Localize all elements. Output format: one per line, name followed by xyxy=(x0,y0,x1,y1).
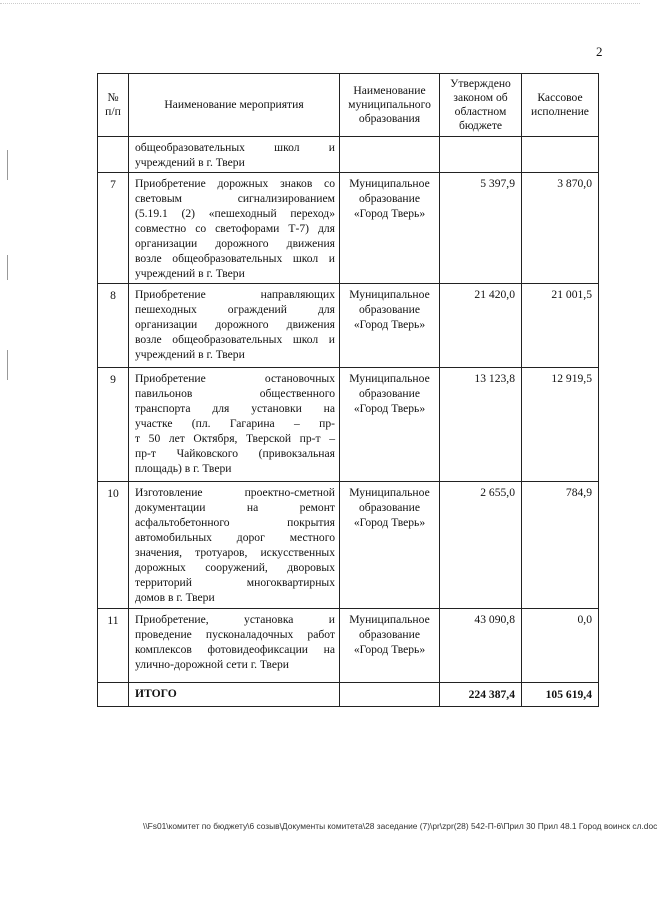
total-approved-budget: 224 387,4 xyxy=(440,683,522,707)
cell-municipality xyxy=(340,609,440,683)
cell-approved-budget: 43 090,8 xyxy=(440,609,522,683)
cell-municipality xyxy=(340,137,440,173)
cell-number xyxy=(98,683,129,707)
cell-number: 8 xyxy=(98,284,129,368)
cell-approved-budget: 2 655,0 xyxy=(440,482,522,609)
table-row-total xyxy=(98,683,599,707)
word: школ xyxy=(274,141,300,154)
text-line: участке (пл. Гагарина – пр- xyxy=(135,417,335,430)
left-margin-scan-mark xyxy=(7,150,8,180)
cell-municipality xyxy=(340,368,440,482)
cell-cash-execution: 21 001,5 xyxy=(522,284,599,368)
text-line: учреждений в г. Твери xyxy=(135,156,245,169)
cell-number: 9 xyxy=(98,368,129,482)
text-line: Приобретение, установка и xyxy=(135,613,335,626)
cell-event-name xyxy=(129,482,340,609)
text-line: «Город Тверь» xyxy=(353,516,426,529)
text-line: дорожных сооружений, дворовых xyxy=(135,561,335,574)
table-row xyxy=(98,609,599,683)
text-line: комплексов фотовидеофиксации на xyxy=(135,643,335,656)
cell-municipality xyxy=(340,683,440,707)
text-line: организации дорожного движения xyxy=(135,237,335,250)
text-line: образование xyxy=(359,303,420,316)
text-line: павильонов общественного xyxy=(135,387,335,400)
header-municipality: Наименование муниципального образования xyxy=(340,74,440,137)
header-number: № п/п xyxy=(98,74,129,137)
text-line: Приобретение дорожных знаков со xyxy=(135,177,335,190)
cell-number: 10 xyxy=(98,482,129,609)
text-line: Приобретение остановочных xyxy=(135,372,335,385)
text-line: Изготовление проектно-сметной xyxy=(135,486,335,499)
text-line: «Город Тверь» xyxy=(353,402,426,415)
cell-event-name xyxy=(129,173,340,284)
text-line: образование xyxy=(359,387,420,400)
text-line: Приобретение направляющих xyxy=(135,288,335,301)
total-label: ИТОГО xyxy=(129,683,340,707)
text-line: совместно со светофорами Т-7) для xyxy=(135,222,335,235)
cell-number: 11 xyxy=(98,609,129,683)
text-line: проведение пусконаладочных работ xyxy=(135,628,335,641)
text-line: «Город Тверь» xyxy=(353,318,426,331)
left-margin-scan-mark xyxy=(7,350,8,380)
text-line: т 50 лет Октября, Тверской пр-т – xyxy=(135,432,335,445)
total-cash-execution: 105 619,4 xyxy=(522,683,599,707)
cell-cash-execution: 784,9 xyxy=(522,482,599,609)
text-line: «Город Тверь» xyxy=(353,207,426,220)
cell-cash-execution: 0,0 xyxy=(522,609,599,683)
text-line: транспорта для установки на xyxy=(135,402,335,415)
cell-cash-execution xyxy=(522,137,599,173)
text-line: улично-дорожной сети г. Твери xyxy=(135,658,289,671)
text-line: Муниципальное xyxy=(349,486,430,499)
text-line: пешеходных ограждений для xyxy=(135,303,335,316)
text-line: возле общеобразовательных школ и xyxy=(135,333,335,346)
cell-event-name xyxy=(129,284,340,368)
text-line: значения, тротуаров, искусственных xyxy=(135,546,335,559)
cell-number: 7 xyxy=(98,173,129,284)
text-line: Муниципальное xyxy=(349,177,430,190)
text-line: учреждений в г. Твери xyxy=(135,348,245,361)
text-line: учреждений в г. Твери xyxy=(135,267,245,280)
cell-event-name xyxy=(129,368,340,482)
header-cash-execution: Кассовое исполнение xyxy=(522,74,599,137)
text-line: образование xyxy=(359,501,420,514)
table-row-continuation xyxy=(98,137,599,173)
cell-approved-budget: 5 397,9 xyxy=(440,173,522,284)
page-number: 2 xyxy=(596,44,603,59)
text-line: световым сигнализированием xyxy=(135,192,335,205)
cell-municipality xyxy=(340,482,440,609)
text-line: Муниципальное xyxy=(349,288,430,301)
header-approved-budget: Утверждено законом об областном бюджете xyxy=(440,74,522,137)
table-row xyxy=(98,368,599,482)
cell-approved-budget: 21 420,0 xyxy=(440,284,522,368)
cell-event-name xyxy=(129,609,340,683)
cell-cash-execution: 3 870,0 xyxy=(522,173,599,284)
left-margin-scan-mark xyxy=(7,255,8,280)
footer-file-path: \\Fs01\комитет по бюджету\6 созыв\Документы комитета\28 заседание (7)\pr\zpr(28) 542-П-6\Прил 30 Прил 48.1 Город воинск сл.doc xyxy=(143,821,657,831)
text-line: документации на ремонт xyxy=(135,501,335,514)
text-line xyxy=(135,140,335,155)
word: общеобразовательных xyxy=(135,141,245,154)
table-header-row xyxy=(98,74,599,137)
cell-event-name xyxy=(129,137,340,173)
text-line: домов в г. Твери xyxy=(135,591,215,604)
cell-approved-budget xyxy=(440,137,522,173)
table-row xyxy=(98,173,599,284)
text-line: организации дорожного движения xyxy=(135,318,335,331)
cell-municipality xyxy=(340,173,440,284)
text-line: автомобильных дорог местного xyxy=(135,531,335,544)
table-row xyxy=(98,284,599,368)
text-line: Муниципальное xyxy=(349,372,430,385)
header-event-name: Наименование мероприятия xyxy=(129,74,340,137)
cell-cash-execution: 12 919,5 xyxy=(522,368,599,482)
text-line: образование xyxy=(359,628,420,641)
budget-table xyxy=(97,73,599,707)
table-row xyxy=(98,482,599,609)
word: и xyxy=(328,141,335,154)
text-line: территорий многоквартирных xyxy=(135,576,335,589)
text-line: «Город Тверь» xyxy=(353,643,426,656)
cell-municipality xyxy=(340,284,440,368)
text-line: пр-т Чайковского (привокзальная xyxy=(135,447,335,460)
text-line: асфальтобетонного покрытия xyxy=(135,516,335,529)
cell-number xyxy=(98,137,129,173)
text-line: возле общеобразовательных школ и xyxy=(135,252,335,265)
text-line: образование xyxy=(359,192,420,205)
text-line: площадь) в г. Твери xyxy=(135,462,232,475)
text-line: (5.19.1 (2) «пешеходный переход» xyxy=(135,207,335,220)
cell-approved-budget: 13 123,8 xyxy=(440,368,522,482)
text-line: Муниципальное xyxy=(349,613,430,626)
top-edge-scan-dots xyxy=(0,3,640,6)
